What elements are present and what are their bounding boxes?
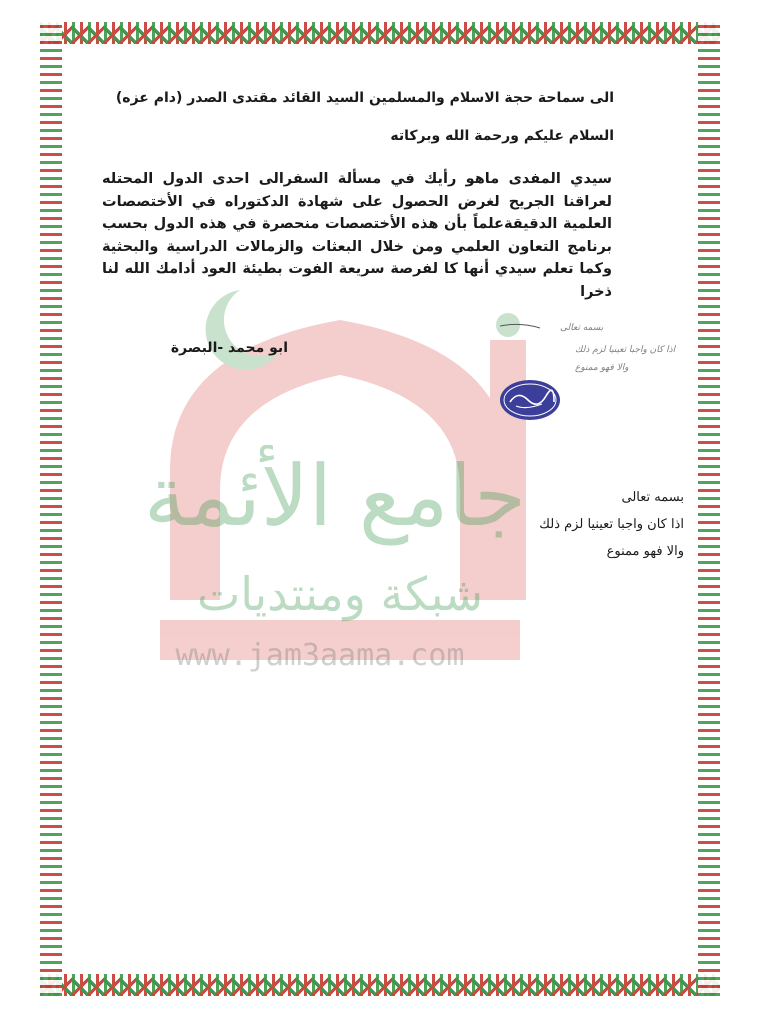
watermark-tagline: شبكة ومنتديات	[197, 567, 483, 621]
reply-line-2: اذا كان واجبا تعينيا لزم ذلك	[539, 517, 684, 532]
reply-text	[384, 484, 684, 565]
border-top	[40, 22, 720, 44]
seal-stamp	[498, 378, 562, 422]
letter-greeting: السلام عليكم ورحمة الله وبركاته	[390, 128, 614, 144]
letter-body: سيدي المفدى ماهو رأيك في مسألة السفرالى احدى الدول المحتله لعراقنا الجريح لغرض الحصول على شهادة الدكتوراه في الأختصصات العلمية الدقيقةعلماً بأن هذه الأختصصات منحصرة في هذه الدول بحسب برنامج التعاون العلمي ومن خلال البعثات والزمالات الدراسية والبحثية وكما تعلم سيدي أنها كا لفرصة سريعة الفوت بطيئة العود أدامك الله لنا ذخرا	[102, 171, 612, 300]
border-right	[698, 22, 720, 996]
handwritten-note	[440, 318, 676, 378]
reply-line-3: والا فهو ممنوع	[606, 544, 684, 559]
watermark-url: www.jam3aama.com	[175, 638, 465, 673]
letter-signature: ابو محمد -البصرة	[170, 340, 288, 356]
watermark-brand: جامع الأئمة	[143, 447, 527, 545]
reply-line-1: بسمه تعالى	[621, 490, 684, 505]
svg-text:بسمه تعالى: بسمه تعالى	[560, 323, 604, 333]
border-bottom	[40, 974, 720, 996]
svg-text:اذا كان واجبا تعينيا لزم ذلك: اذا كان واجبا تعينيا لزم ذلك	[575, 345, 676, 355]
letter-heading: الى سماحة حجة الاسلام والمسلمين السيد القائد مقتدى الصدر (دام عزه)	[115, 90, 614, 106]
border-left	[40, 22, 62, 996]
svg-text:والا فهو ممنوع: والا فهو ممنوع	[575, 363, 629, 373]
